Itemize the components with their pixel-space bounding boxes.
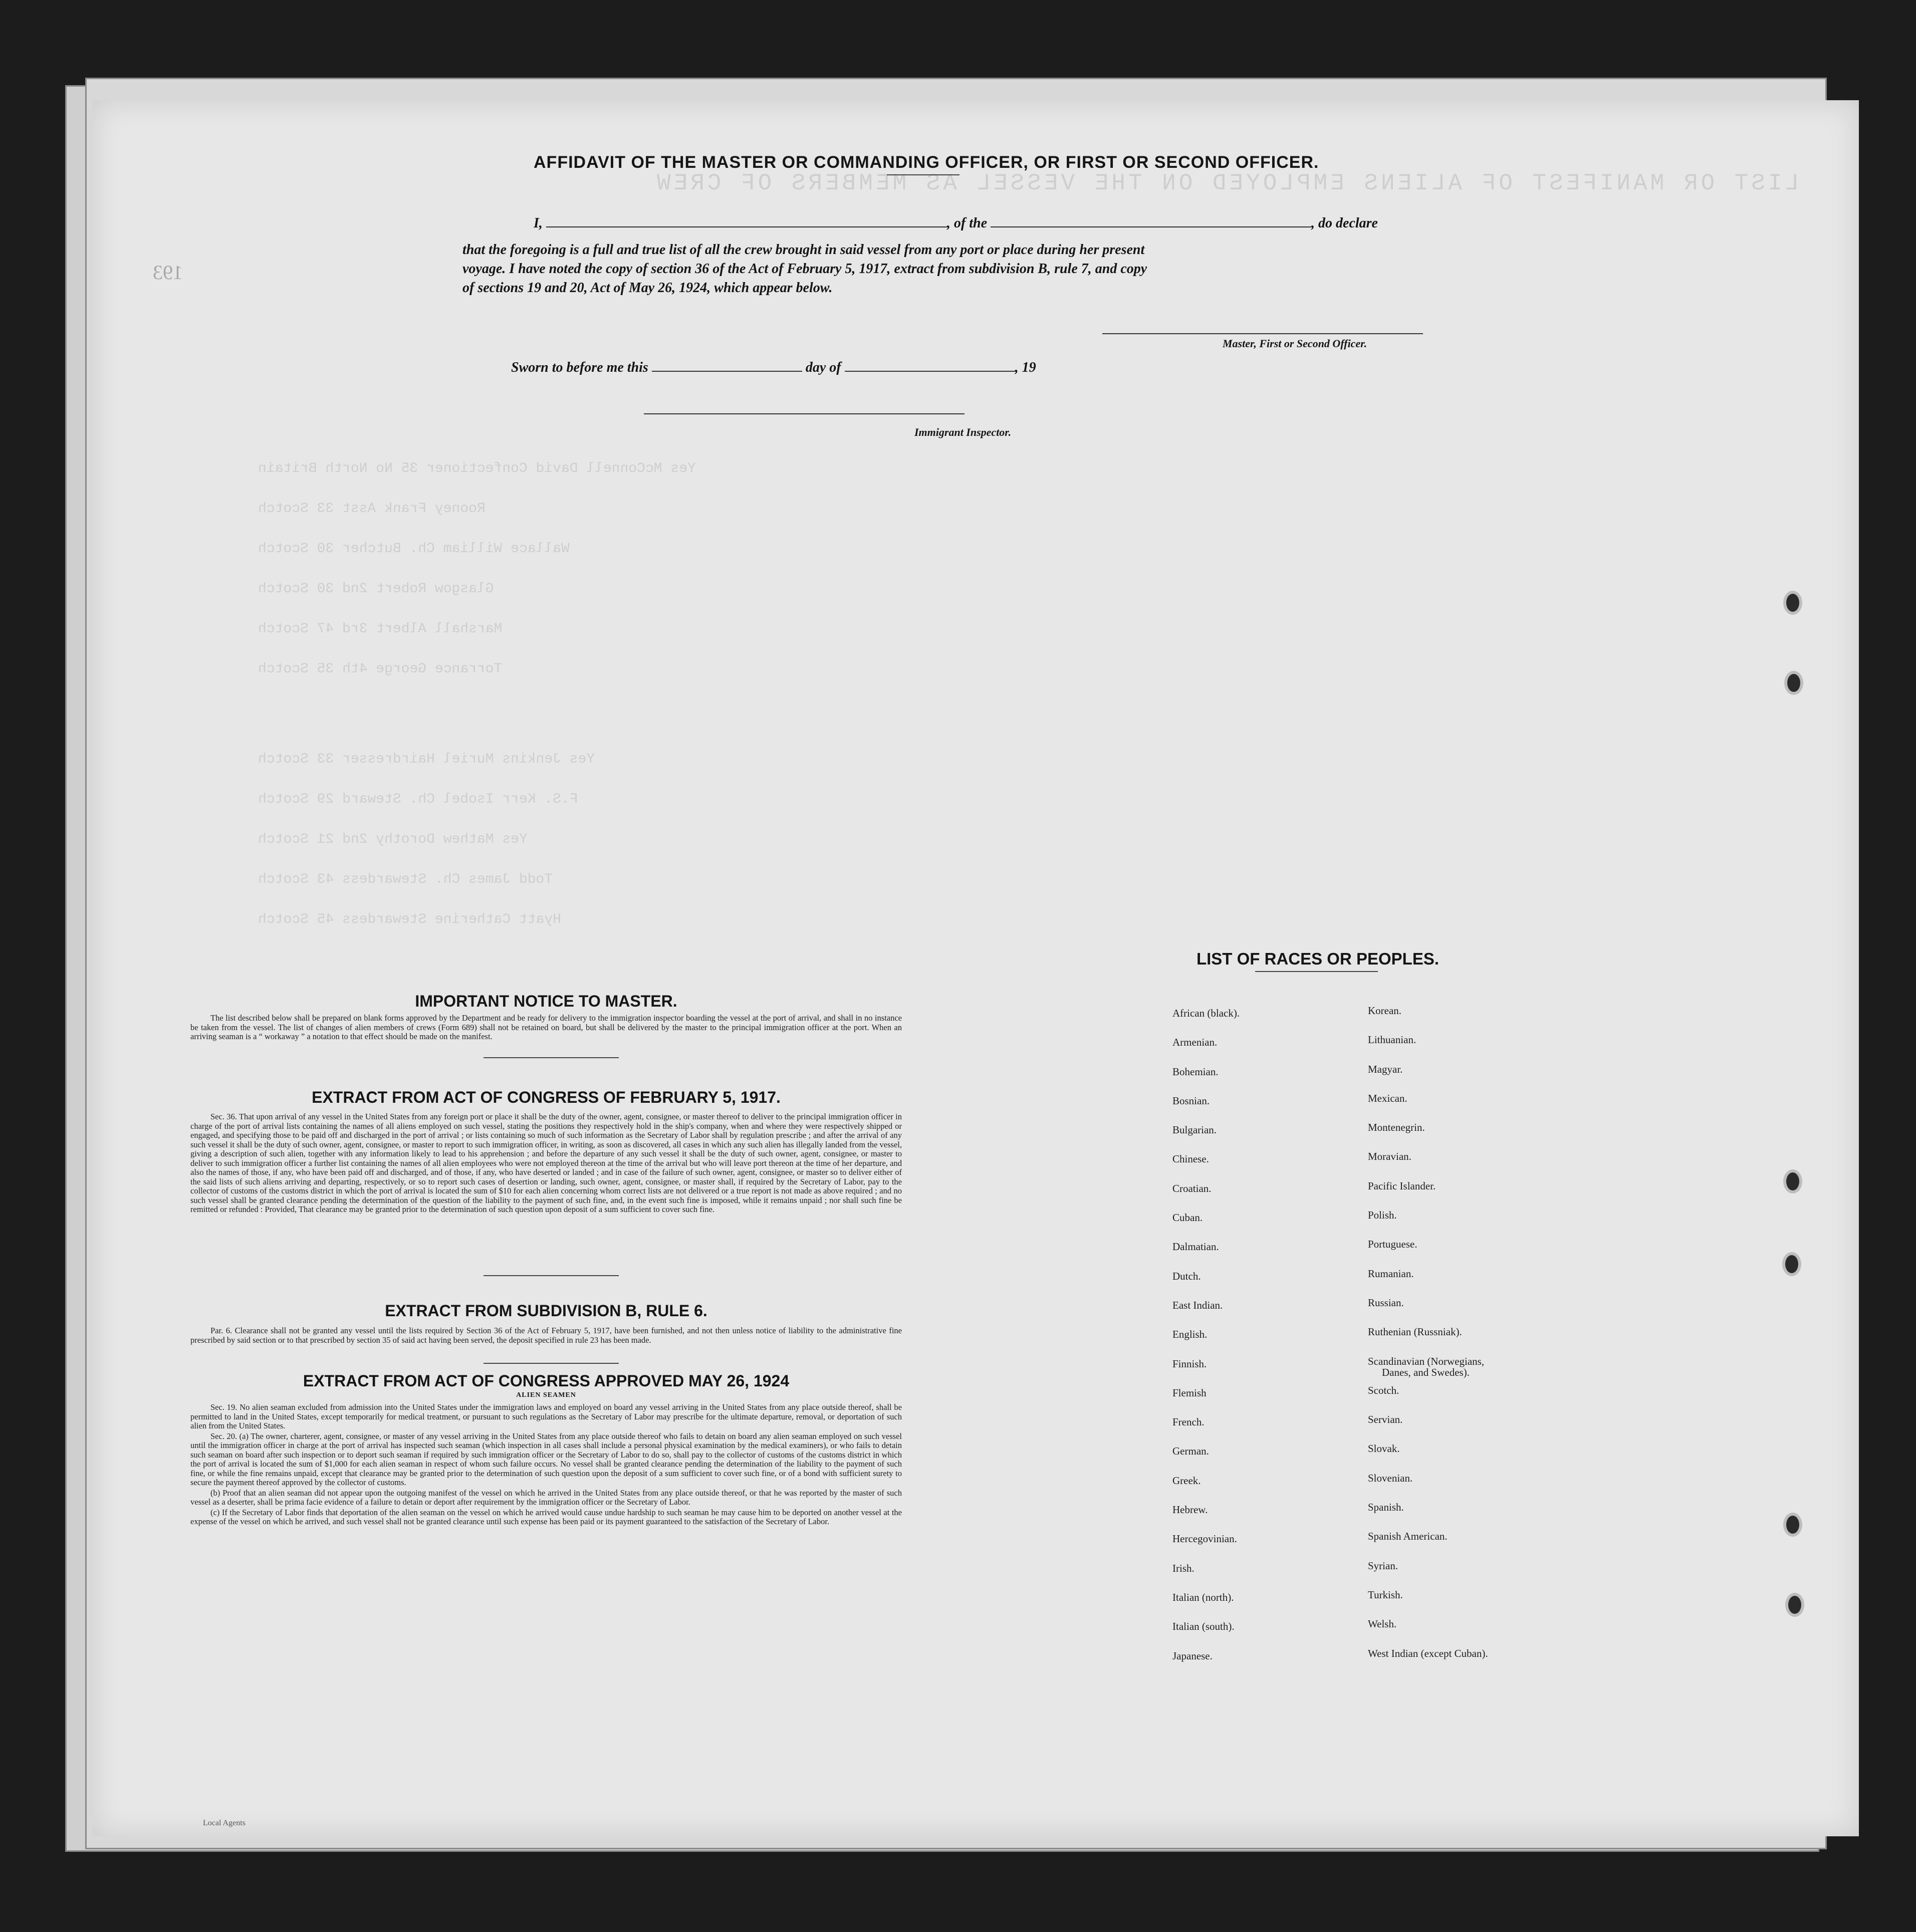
notice-paragraph: The list described below shall be prepared on blank forms approved by the Department and be ready for delivery to the immigration inspector boarding the vessel at the port of arrival, and shall in no instance be taken from the vessel. The list of changes of alien members of crews (Form 689) shall not be retained on board, but shall be delivered by the master to the principal immigration officer at the port. When an arriving seaman is a “ workaway ” a notation to that effect should be made on the manifest. [190, 1013, 902, 1041]
race-item: Armenian. [1172, 1036, 1218, 1049]
alien-seamen-subheading: ALIEN SEAMEN [516, 1391, 576, 1399]
race-item: Dutch. [1172, 1270, 1201, 1282]
extract-1917-paragraph: Sec. 36. That upon arrival of any vessel in the United States from any foreign port or place it shall be the duty of the owner, agent, consignee, or master thereof to deliver to the principal immigration officer in charge of the port of arrival lists containing the names of all aliens employed on such vessel, stating the positions they respectively hold in the ship's company, when and where they were respectively shipped or engaged, and specifying those to be paid off and discharged in the port of arrival ; or lists containing so much of such information as the Secretary of Labor shall by regulation prescribe ; and after the arrival of any such vessel it shall be the duty of such owner, agent, consignee, or master to report to such immigration officer, in writing, as soon as discovered, all cases in which any such alien has illegally landed from the vessel, giving a description of such alien, together with any information likely to lead to his apprehension ; and before the departure of any such vessel it shall be the duty of such owner, agent, consignee, or master to deliver to such immigration officer a further list containing the names of all alien employees who were not employed thereon at the time of the arrival but who will leave port thereon at the time of her departure, and also the names of those, if any, who have been paid off and discharged, and of those, if any, who have deserted or landed ; and in case of the failure of such owner, agent, consignee, or master so to deliver either of the said lists of such aliens arriving and departing, respectively, or so to report such cases of desertion or landing, such owner, agent, consignee, or master shall, if required by the Secretary of Labor, pay to the collector of customs of the customs district in which the port of arrival is located the sum of $10 for each alien concerning whom correct lists are not delivered or a true report is not made as above required ; and no such vessel shall be granted clearance pending the determination of the question of the liability to the payment of such fine, and, in the event such fine is imposed, while it remains unpaid ; nor shall such fine be remitted or refunded : Provided, That clearance may be granted prior to the determination of such question upon deposit of a sum sufficient to cover such fine. [190, 1112, 902, 1214]
extract-rule6-paragraph: Par. 6. Clearance shall not be granted any vessel until the lists required by Section 36 of the Act of February 5, 1917, have been furnished, and not then unless notice of liability to the administrative fine prescribed by said section or to that prescribed by section 35 of said act having been served, the deposit specified in rule 23 has been made. [190, 1326, 902, 1345]
inspector-label: Immigrant Inspector. [914, 426, 1012, 438]
affidavit-line-2: that the foregoing is a full and true list of all the crew brought in said vessel from any port or place during her present [462, 242, 1145, 258]
race-item: Russian. [1368, 1296, 1404, 1309]
binder-hole [1786, 1172, 1799, 1190]
race-item: French. [1172, 1416, 1205, 1428]
affidavit-of-the: , of the [946, 215, 988, 231]
race-item: Japanese. [1172, 1649, 1213, 1662]
race-item: Croatian. [1172, 1182, 1212, 1194]
race-item: Mexican. [1368, 1092, 1407, 1104]
extract-1924-sec20b: (b) Proof that an alien seaman did not appear upon the outgoing manifest of the vessel on which he arrived in the United States from any place outside thereof, or that he was reported by the master of such vessel as a deserter, shall be prima facie evidence of a failure to detain or deport after requirement by the immigration officer or the Secretary of Labor. [190, 1488, 902, 1507]
race-item: Ruthenian (Russniak). [1368, 1326, 1462, 1338]
race-item: Korean. [1368, 1005, 1402, 1017]
affidavit-i: I, [534, 215, 543, 231]
affidavit-line-4: of sections 19 and 20, Act of May 26, 1924, which appear below. [462, 280, 833, 296]
sworn-month-field[interactable] [845, 371, 1015, 372]
race-item: Magyar. [1368, 1063, 1403, 1075]
race-item: Welsh. [1368, 1618, 1397, 1630]
race-item: Rumanian. [1368, 1267, 1414, 1280]
extract-1917-heading: EXTRACT FROM ACT OF CONGRESS OF FEBRUARY 5, 1917. [312, 1088, 781, 1106]
extract-1924-text [190, 1403, 902, 1528]
notice-text [190, 1014, 902, 1043]
binder-hole [1786, 1516, 1799, 1534]
race-item: Bosnian. [1172, 1094, 1210, 1107]
race-scandinavian: Scandinavian (Norwegians, [1368, 1355, 1485, 1367]
extract-1917-text [190, 1112, 902, 1216]
extract-1924-sec19: Sec. 19. No alien seaman excluded from admission into the United States under the immigration laws and employed on board any vessel arriving in the United States from any place outside thereof, shall be permitted to land in the United States, except temporarily for medical treatment, or pursuant to such regulations as the Secretary of Labor may prescribe for the ultimate departure, removal, or deportation of such alien from the United States. [190, 1402, 902, 1430]
race-item: Chinese. [1172, 1153, 1209, 1165]
race-item: Finnish. [1172, 1357, 1207, 1370]
affidavit-title: AFFIDAVIT OF THE MASTER OR COMMANDING OFFICER, OR FIRST OR SECOND OFFICER. [534, 153, 1319, 172]
affidavit-line-3: voyage. I have noted the copy of section 36 of the Act of February 5, 1917, extract from subdivision B, rule 7, and copy [462, 261, 1147, 277]
race-scandinavian-cont: Danes, and Swedes). [1382, 1366, 1470, 1378]
race-item: Hebrew. [1172, 1504, 1208, 1516]
vessel-name-field[interactable] [991, 226, 1311, 227]
sworn-prefix: Sworn to before me this [511, 360, 648, 375]
binder-hole [1786, 594, 1799, 612]
divider [484, 1363, 619, 1364]
sworn-day-field[interactable] [652, 371, 802, 372]
document-page: LIST OR MANIFEST OF ALIENS EMPLOYED ON THE VESSEL AS MEMBERS OF CREW Yes McConnell David Confectioner 35 No North Britain Rooney Frank Asst 33 Scotch Wallace William Ch. Butcher 30 Scotch Glasgow Robert 2nd 30 Scotch Marshall Albert 3rd 47 Scotch Torrance George 4th 35 Scotch Yes Jenkins Muriel Hairdresser 33 Scotch F.S. Kerr Isobel Ch. Steward 29 Scotch Yes Mathew Dorothy 2nd 21 Scotch Todd James Ch. Stewardess 43 Scotch Hyatt Catherine Stewardess 45 Scotch 193 AFFIDAVIT OF THE MASTER OR COMMANDING OFFICER, OR FIRST OR SECOND OFFICER. I, , of the , do declare that the foregoing is a full and true list of all the crew brought in said vessel from any port or place during her present voyage. I have noted the copy of section 36 of the Act of February 5, 1917, extract from subdivision B, rule 7, and copy of sections 19 and 20, Act of May 26, 1924, which appear below. Master, First or Second Officer. Sworn to before me this day of , 19 Immigrant Inspector. IMPORTANT NOTICE TO MASTER. The list described below shall be prepared on blank forms approved by the Department and be ready for delivery to the immigration inspector boarding the vessel at the port of arrival, and shall in no instance be taken from the vessel. The list of changes of alien members of crews (Form 689) shall not be retained on board, but shall be delivered by the master to the principal immigration officer at the port. When an arriving seaman is a “ workaway ” a notation to that effect should be made on the manifest. EXTRACT FROM ACT OF CONGRESS OF FEBRUARY 5, 1917. Sec. 36. That upon arrival of any vessel in the United States from any foreign port or place it shall be the duty of the owner, agent, consignee, or master thereof to deliver to the principal immigration officer in charge of the port of arrival lists containing the names of all aliens employed on such vessel, stating the positions they respectively hold in the ship's company, when and where they were respectively shipped or engaged, and specifying those to be paid off and discharged in the port of arrival ; or lists containing so much of such information as the Secretary of Labor shall by regulation prescribe ; and after the arrival of any such vessel it shall be the duty of such owner, agent, consignee, or master to report to such immigration officer, in writing, as soon as discovered, all cases in which any such alien has illegally landed from the vessel, giving a description of such alien, together with any information likely to lead to his apprehension ; and before the departure of any such vessel it shall be the duty of such owner, agent, consignee, or master to deliver to such immigration officer a further list containing the names of all alien employees who were not employed thereon at the time of the arrival but who will leave port thereon at the time of her departure, and also the names of those, if any, who have been paid off and discharged, and of those, if any, who have deserted or landed ; and in case of the failure of such owner, agent, consignee, or master so to deliver either of the said lists of such aliens arriving and departing, respectively, or so to report such cases of desertion or landing, such owner, agent, consignee, or master shall, if required by the Secretary of Labor, pay to the collector of customs of the customs district in which the port of arrival is located the sum of $10 for each alien concerning whom correct lists are not delivered or a true report is not made as above required ; and no such vessel shall be granted clearance pending the determination of the question of the liability to the payment of such fine, and, in the event such fine is imposed, while it remains unpaid ; nor shall such fine be remitted or refunded : Provided, That clearance may be granted prior to the determination of such question upon deposit of a sum sufficient to cover such fine. EXTRACT FROM SUBDIVISION B, RULE 6. Par. 6. Clearance shall not be granted any vessel until the lists required by Section 36 of the Act of February 5, 1917, have been furnished, and not then unless notice of liability to the administrative fine prescribed by said section or to that prescribed by section 35 of said act having been served, the deposit specified in rule 23 has been made. EXTRACT FROM ACT OF CONGRESS APPROVED MAY 26, 1924 ALIEN SEAMEN Sec. 19. No alien seaman excluded from admission into the United States under the immigration laws and employed on board any vessel arriving in the United States from any place outside thereof, shall be permitted to land in the United States, except temporarily for medical treatment, or pursuant to such regulations as the Secretary of Labor may prescribe for the ultimate departure, removal, or deportation of such alien from the United States. Sec. 20. (a) The owner, charterer, agent, consignee, or master of any vessel arriving in the United States from any place outside thereof who fails to detain on board any alien seaman employed on such vessel until the immigration officer in charge at the port of arrival has inspected such seaman (which inspection in all cases shall include a personal physical examination by the medical examiners), or who fails to detain such seaman on board after such inspection or to deport such seaman if required by such immigration officer or the Secretary of Labor to do so, shall pay to the collector of customs of the customs district in which the port of arrival is located the sum of $1,000 for each alien seaman in respect of whom such failure occurs. No vessel shall be granted clearance pending the determination of the liability to the payment of such fine, or while the fine remains unpaid, except that clearance may be granted prior to the determination of such question upon the deposit of a sum sufficient to cover such fine, or of a bond with sufficient surety to secure the payment thereof approved by the collector of customs. (b) Proof that an alien seaman did not appear upon the outgoing manifest of the vessel on which he arrived in the United States from any place outside thereof, or that he was reported by the master of such vessel as a deserter, shall be prima facie evidence of a failure to detain or deport after requirement by the immigration officer or the Secretary of Labor. (c) If the Secretary of Labor finds that deportation of the alien seaman on the vessel on which he arrived would cause undue hardship to such seaman he may cause him to be deported on another vessel at the expense of the vessel on which he arrived, and such vessel shall not be granted clearance until such expense has been paid or its payment guaranteed to the satisfaction of the Secretary of Labor. LIST OF RACES OR PEOPLES. African (black). Armenian. Bohemian. Bosnian. Bulgarian. Chinese. Croatian. Cuban. Dalmatian. Dutch. East Indian. English. Finnish. Flemish French. German. Greek. Hebrew. Hercegovinian. Irish. Italian (north). Italian (south). Japanese. Korean. Lithuanian. Magyar. Mexican. Montenegrin. Moravian. Pacific Islander. Polish. Portuguese. Rumanian. Russian. Ruthenian (Russniak). Scandinavian (Norwegians, Danes, and Swedes). Scotch. Servian. Slovak. Slovenian. Spanish. Spanish American. Syrian. Turkish. Welsh. West Indian (except Cuban). Local Agents [93, 100, 1859, 1836]
divider [484, 1275, 619, 1276]
race-item: English. [1172, 1328, 1208, 1341]
race-item: Hercegovinian. [1172, 1533, 1237, 1545]
race-item: West Indian (except Cuban). [1368, 1647, 1488, 1659]
race-item: Servian. [1368, 1413, 1403, 1426]
race-item: Slovenian. [1368, 1472, 1413, 1484]
divider [484, 1057, 619, 1058]
extract-1924-heading: EXTRACT FROM ACT OF CONGRESS APPROVED MAY 26, 1924 [303, 1372, 790, 1390]
race-item: East Indian. [1172, 1299, 1223, 1311]
binder-hole [1788, 1596, 1801, 1614]
race-item: Italian (south). [1172, 1620, 1235, 1633]
extract-1924-sec20a: Sec. 20. (a) The owner, charterer, agent, consignee, or master of any vessel arriving in the United States from any place outside thereof who fails to detain on board any alien seaman employed on such vessel until the immigration officer in charge at the port of arrival has inspected such seaman (which inspection in all cases shall include a personal physical examination by the medical examiners), or who fails to detain such seaman on board after such inspection or to deport such seaman if required by such immigration officer or the Secretary of Labor to do so, shall pay to the collector of customs of the customs district in which the port of arrival is located the sum of $1,000 for each alien seaman in respect of whom such failure occurs. No vessel shall be granted clearance pending the determination of the liability to the payment of such fine, or while the fine remains unpaid, except that clearance may be granted prior to the determination of such question upon the deposit of a sum sufficient to cover such fine, or of a bond with sufficient surety to secure the payment thereof approved by the collector of customs. [190, 1431, 902, 1487]
races-right-column [1368, 1005, 1488, 1676]
affidavit-declare: , do declare [1311, 215, 1378, 231]
race-item: Dalmatian. [1172, 1241, 1219, 1253]
race-item: Turkish. [1368, 1588, 1403, 1601]
race-item: Flemish [1172, 1386, 1207, 1399]
race-item: Bulgarian. [1172, 1124, 1217, 1136]
extract-1924-sec20c: (c) If the Secretary of Labor finds that deportation of the alien seaman on the vessel on which he arrived would cause undue hardship to such seaman he may cause him to be deported on another vessel at the expense of the vessel on which he arrived, and such vessel shall not be granted clearance until such expense has been paid or its payment guaranteed to the satisfaction of the Secretary of Labor. [190, 1507, 902, 1526]
race-item: Greek. [1172, 1474, 1201, 1487]
page-number: 193 [153, 261, 183, 284]
race-item: Polish. [1368, 1209, 1397, 1222]
race-item: Lithuanian. [1368, 1034, 1416, 1046]
binder-hole [1787, 674, 1800, 692]
race-item: Slovak. [1368, 1442, 1400, 1455]
sworn-day-of: day of [805, 360, 841, 375]
race-item: Spanish. [1368, 1501, 1404, 1514]
race-item: Cuban. [1172, 1212, 1203, 1224]
race-item: Portuguese. [1368, 1238, 1417, 1251]
race-item: Italian (north). [1172, 1591, 1234, 1603]
sworn-year: , 19 [1015, 360, 1036, 375]
local-agents-label: Local Agents [203, 1819, 246, 1827]
races-heading: LIST OF RACES OR PEOPLES. [1196, 949, 1440, 968]
extract-rule6-heading: EXTRACT FROM SUBDIVISION B, RULE 6. [385, 1302, 707, 1320]
race-item: German. [1172, 1445, 1209, 1458]
inspector-signature-line[interactable] [644, 413, 965, 414]
race-item: Irish. [1172, 1562, 1194, 1574]
extract-rule6-text [190, 1326, 902, 1346]
sworn-line [511, 360, 1036, 376]
race-item: Moravian. [1368, 1150, 1411, 1163]
race-item: Montenegrin. [1368, 1121, 1425, 1134]
master-signature-line[interactable] [1102, 333, 1423, 334]
races-left-column [1172, 1007, 1240, 1679]
races-heading-underline [1255, 971, 1378, 972]
officer-name-field[interactable] [546, 226, 947, 227]
race-item: Bohemian. [1172, 1065, 1219, 1078]
race-item: Syrian. [1368, 1559, 1398, 1572]
race-item: Spanish American. [1368, 1530, 1448, 1543]
race-item: Scotch. [1368, 1384, 1399, 1396]
race-item: Pacific Islander. [1368, 1179, 1436, 1192]
race-item [1368, 1355, 1488, 1384]
race-item: African (black). [1172, 1007, 1240, 1019]
master-signature-label: Master, First or Second Officer. [1223, 337, 1367, 350]
binder-hole [1785, 1255, 1798, 1273]
affidavit-line-1 [534, 215, 1378, 231]
affidavit-title-underline [887, 174, 960, 175]
notice-heading: IMPORTANT NOTICE TO MASTER. [415, 992, 677, 1010]
